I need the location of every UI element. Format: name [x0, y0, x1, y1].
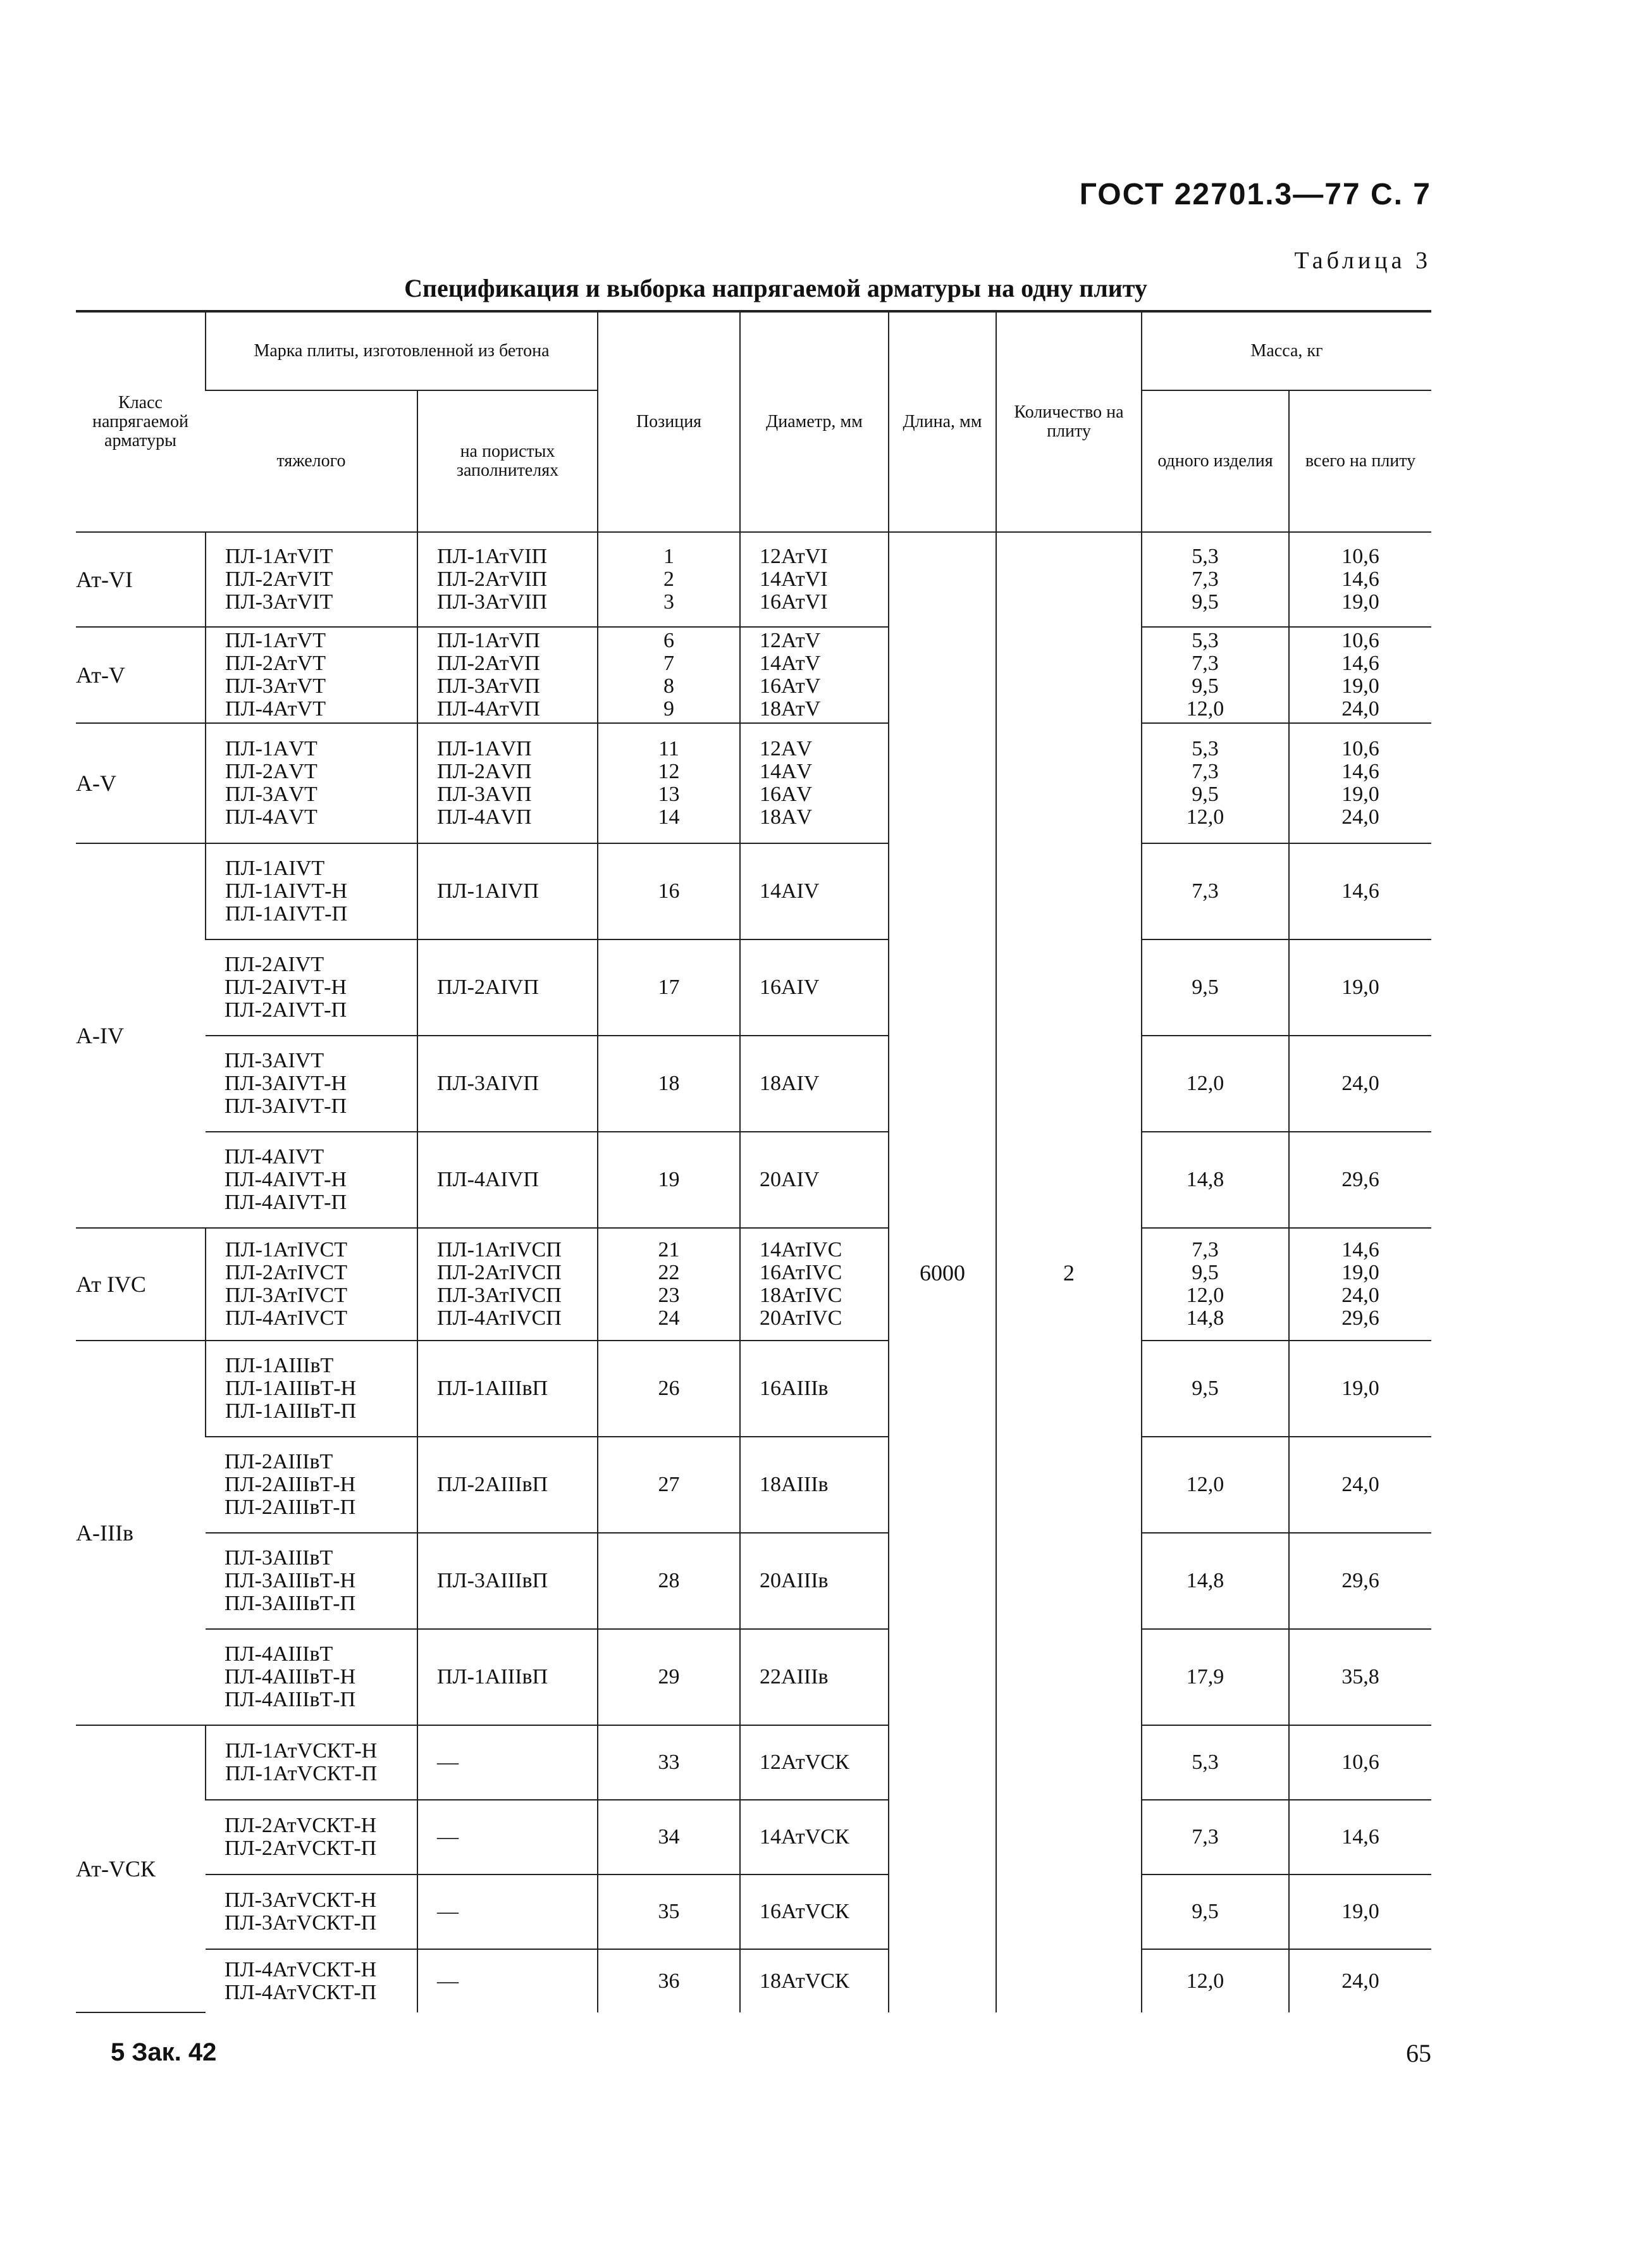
porous-brand-cell: ПЛ-3АIIIвП	[417, 1533, 598, 1629]
position-cell: 6 7 8 9	[598, 627, 740, 723]
heavy-brand-cell: ПЛ-1АIVТ ПЛ-1АIVТ-Н ПЛ-1АIVТ-П	[206, 843, 417, 939]
table-row	[76, 1437, 1431, 1533]
table-row	[76, 1629, 1431, 1725]
heavy-brand-cell: ПЛ-3АIIIвТ ПЛ-3АIIIвТ-Н ПЛ-3АIIIвТ-П	[206, 1533, 417, 1629]
col-mass-one-header: одного изделия	[1142, 390, 1289, 532]
spec-table	[76, 310, 1431, 2013]
mass-one-cell: 9,5	[1142, 1341, 1289, 1437]
class-cell: Ат-VI	[76, 532, 206, 627]
diameter-cell: 18АтVСК	[740, 1949, 889, 2012]
table-number: Таблица 3	[1294, 247, 1431, 274]
porous-brand-cell: —	[417, 1800, 598, 1875]
position-cell: 26	[598, 1341, 740, 1437]
porous-brand-cell: ПЛ-1АтVП ПЛ-2АтVП ПЛ-3АтVП ПЛ-4АтVП	[417, 627, 598, 723]
heavy-brand-cell: ПЛ-1АтVСКТ-Н ПЛ-1АтVСКТ-П	[206, 1725, 417, 1800]
position-cell: 34	[598, 1800, 740, 1875]
mass-total-cell: 10,6 14,6 19,0 24,0	[1289, 627, 1431, 723]
position-cell: 29	[598, 1629, 740, 1725]
porous-brand-cell: ПЛ-1АIVП	[417, 843, 598, 939]
mass-total-cell: 19,0	[1289, 1875, 1431, 1949]
class-cell: Ат-V	[76, 627, 206, 723]
mass-one-cell: 5,3 7,3 9,5 12,0	[1142, 723, 1289, 843]
position-cell: 28	[598, 1533, 740, 1629]
heavy-brand-cell: ПЛ-4АIIIвТ ПЛ-4АIIIвТ-Н ПЛ-4АIIIвТ-П	[206, 1629, 417, 1725]
mass-total-cell: 14,6	[1289, 843, 1431, 939]
table-title	[0, 273, 1640, 303]
class-cell: А-IIIв	[76, 1341, 206, 1725]
col-mass-total-header: всего на плиту	[1289, 390, 1431, 532]
diameter-cell: 20АIIIв	[740, 1533, 889, 1629]
class-cell: А-IV	[76, 843, 206, 1228]
col-heavy-header: тяжелого	[206, 390, 417, 532]
porous-brand-cell: ПЛ-3АIVП	[417, 1036, 598, 1132]
position-cell: 19	[598, 1132, 740, 1228]
mass-one-cell: 9,5	[1142, 939, 1289, 1036]
mass-one-cell: 12,0	[1142, 1949, 1289, 2012]
diameter-cell: 22АIIIв	[740, 1629, 889, 1725]
diameter-cell: 12АV 14АV 16АV 18АV	[740, 723, 889, 843]
position-cell: 1 2 3	[598, 532, 740, 627]
mass-one-cell: 17,9	[1142, 1629, 1289, 1725]
table-row	[76, 843, 1431, 939]
heavy-brand-cell: ПЛ-1АтVТ ПЛ-2АтVТ ПЛ-3АтVТ ПЛ-4АтVТ	[206, 627, 417, 723]
table-row	[76, 723, 1431, 843]
diameter-cell: 16АIIIв	[740, 1341, 889, 1437]
mass-one-cell: 7,3	[1142, 843, 1289, 939]
porous-brand-cell: ПЛ-1АтVIП ПЛ-2АтVIП ПЛ-3АтVIП	[417, 532, 598, 627]
mass-one-cell: 5,3 7,3 9,5	[1142, 532, 1289, 627]
mass-total-cell: 14,6	[1289, 1800, 1431, 1875]
heavy-brand-cell: ПЛ-1АтVIТ ПЛ-2АтVIТ ПЛ-3АтVIТ	[206, 532, 417, 627]
heavy-brand-cell: ПЛ-1АтIVСТ ПЛ-2АтIVСТ ПЛ-3АтIVСТ ПЛ-4АтIVСТ	[206, 1228, 417, 1341]
mass-total-cell: 10,6	[1289, 1725, 1431, 1800]
standard-header: ГОСТ 22701.3—77 С. 7	[1079, 178, 1431, 211]
heavy-brand-cell: ПЛ-3АIVТ ПЛ-3АIVТ-Н ПЛ-3АIVТ-П	[206, 1036, 417, 1132]
length-cell: 6000	[889, 532, 996, 2012]
table-title-text: Спецификация и выборка напрягаемой арматуры на одну плиту	[404, 274, 1147, 302]
table-row	[76, 627, 1431, 723]
heavy-brand-cell: ПЛ-2АтVСКТ-Н ПЛ-2АтVСКТ-П	[206, 1800, 417, 1875]
diameter-cell: 16АIV	[740, 939, 889, 1036]
col-length-header: Длина, мм	[889, 311, 996, 532]
porous-brand-cell: ПЛ-4АIVП	[417, 1132, 598, 1228]
mass-one-cell: 12,0	[1142, 1036, 1289, 1132]
table-row	[76, 532, 1431, 627]
mass-one-cell: 5,3	[1142, 1725, 1289, 1800]
mass-one-cell: 7,3 9,5 12,0 14,8	[1142, 1228, 1289, 1341]
porous-brand-cell: ПЛ-2АIIIвП	[417, 1437, 598, 1533]
heavy-brand-cell: ПЛ-2АIVТ ПЛ-2АIVТ-Н ПЛ-2АIVТ-П	[206, 939, 417, 1036]
col-position-header: Позиция	[598, 311, 740, 532]
mass-one-cell: 14,8	[1142, 1132, 1289, 1228]
position-cell: 16	[598, 843, 740, 939]
table-row	[76, 1036, 1431, 1132]
mass-one-cell: 5,3 7,3 9,5 12,0	[1142, 627, 1289, 723]
heavy-brand-cell: ПЛ-4АIVТ ПЛ-4АIVТ-Н ПЛ-4АIVТ-П	[206, 1132, 417, 1228]
col-mass-group-header: Масса, кг	[1142, 311, 1431, 390]
diameter-cell: 14АтVСК	[740, 1800, 889, 1875]
class-cell: Ат-VСК	[76, 1725, 206, 2012]
position-cell: 17	[598, 939, 740, 1036]
footer-order: 5 Зак. 42	[111, 2038, 217, 2066]
porous-brand-cell: —	[417, 1875, 598, 1949]
mass-one-cell: 12,0	[1142, 1437, 1289, 1533]
spec-table-wrapper	[76, 310, 1431, 2013]
porous-brand-cell: ПЛ-1АIIIвП	[417, 1629, 598, 1725]
diameter-cell: 16АтVСК	[740, 1875, 889, 1949]
mass-total-cell: 19,0	[1289, 1341, 1431, 1437]
porous-brand-cell: ПЛ-1АIIIвП	[417, 1341, 598, 1437]
position-cell: 21 22 23 24	[598, 1228, 740, 1341]
mass-total-cell: 24,0	[1289, 1036, 1431, 1132]
mass-total-cell: 10,6 14,6 19,0	[1289, 532, 1431, 627]
col-porous-header: на пористых заполнителях	[417, 390, 598, 532]
position-cell: 27	[598, 1437, 740, 1533]
diameter-cell: 14АIV	[740, 843, 889, 939]
porous-brand-cell: —	[417, 1949, 598, 2012]
mass-one-cell: 14,8	[1142, 1533, 1289, 1629]
heavy-brand-cell: ПЛ-4АтVСКТ-Н ПЛ-4АтVСКТ-П	[225, 1957, 377, 2004]
mass-one-cell: 7,3	[1142, 1800, 1289, 1875]
table-row	[76, 1341, 1431, 1437]
mass-total-cell: 24,0	[1289, 1949, 1431, 2012]
diameter-cell: 12АтV 14АтV 16АтV 18АтV	[740, 627, 889, 723]
table-row	[76, 1725, 1431, 1800]
diameter-cell: 18АIIIв	[740, 1437, 889, 1533]
page-number: 65	[1406, 2039, 1431, 2067]
col-class-header: Класс напрягаемой арматуры	[76, 311, 206, 532]
spec-table-body	[76, 532, 1431, 2012]
position-cell: 36	[598, 1949, 740, 2012]
porous-brand-cell: ПЛ-1АтIVСП ПЛ-2АтIVСП ПЛ-3АтIVСП ПЛ-4АтIVСП	[417, 1228, 598, 1341]
position-cell: 11 12 13 14	[598, 723, 740, 843]
class-cell: Ат IVС	[76, 1228, 206, 1341]
position-cell: 33	[598, 1725, 740, 1800]
heavy-brand-cell: ПЛ-2АIIIвТ ПЛ-2АIIIвТ-Н ПЛ-2АIIIвТ-П	[206, 1437, 417, 1533]
mass-total-cell: 29,6	[1289, 1533, 1431, 1629]
table-row	[76, 1533, 1431, 1629]
porous-brand-cell: ПЛ-2АIVП	[417, 939, 598, 1036]
mass-total-cell: 29,6	[1289, 1132, 1431, 1228]
col-quantity-header: Количество на плиту	[996, 311, 1142, 532]
table-row	[76, 939, 1431, 1036]
diameter-cell: 12АтVI 14АтVI 16АтVI	[740, 532, 889, 627]
position-cell: 18	[598, 1036, 740, 1132]
mass-total-cell: 24,0	[1289, 1437, 1431, 1533]
mass-total-cell: 14,6 19,0 24,0 29,6	[1289, 1228, 1431, 1341]
diameter-cell: 20АIV	[740, 1132, 889, 1228]
diameter-cell: 12АтVСК	[740, 1725, 889, 1800]
table-row	[76, 1949, 1431, 2012]
porous-brand-cell: —	[417, 1725, 598, 1800]
diameter-cell: 14АтIVС 16АтIVС 18АтIVС 20АтIVС	[740, 1228, 889, 1341]
diameter-cell: 18АIV	[740, 1036, 889, 1132]
table-row	[76, 1132, 1431, 1228]
table-row	[76, 1800, 1431, 1875]
class-cell: А-V	[76, 723, 206, 843]
table-row	[76, 1228, 1431, 1341]
mass-one-cell: 9,5	[1142, 1875, 1289, 1949]
mass-total-cell: 19,0	[1289, 939, 1431, 1036]
table-row	[76, 1875, 1431, 1949]
position-cell: 35	[598, 1875, 740, 1949]
heavy-brand-cell: ПЛ-1АVТ ПЛ-2АVТ ПЛ-3АVТ ПЛ-4АVТ	[206, 723, 417, 843]
heavy-brand-cell: ПЛ-3АтVСКТ-Н ПЛ-3АтVСКТ-П	[206, 1875, 417, 1949]
porous-brand-cell: ПЛ-1АVП ПЛ-2АVП ПЛ-3АVП ПЛ-4АVП	[417, 723, 598, 843]
heavy-brand-cell: ПЛ-1АIIIвТ ПЛ-1АIIIвТ-Н ПЛ-1АIIIвТ-П	[206, 1341, 417, 1437]
col-brand-group-header: Марка плиты, изготовленной из бетона	[206, 311, 598, 390]
mass-total-cell: 35,8	[1289, 1629, 1431, 1725]
quantity-cell: 2	[996, 532, 1142, 2012]
mass-total-cell: 10,6 14,6 19,0 24,0	[1289, 723, 1431, 843]
col-diameter-header: Диаметр, мм	[740, 311, 889, 532]
